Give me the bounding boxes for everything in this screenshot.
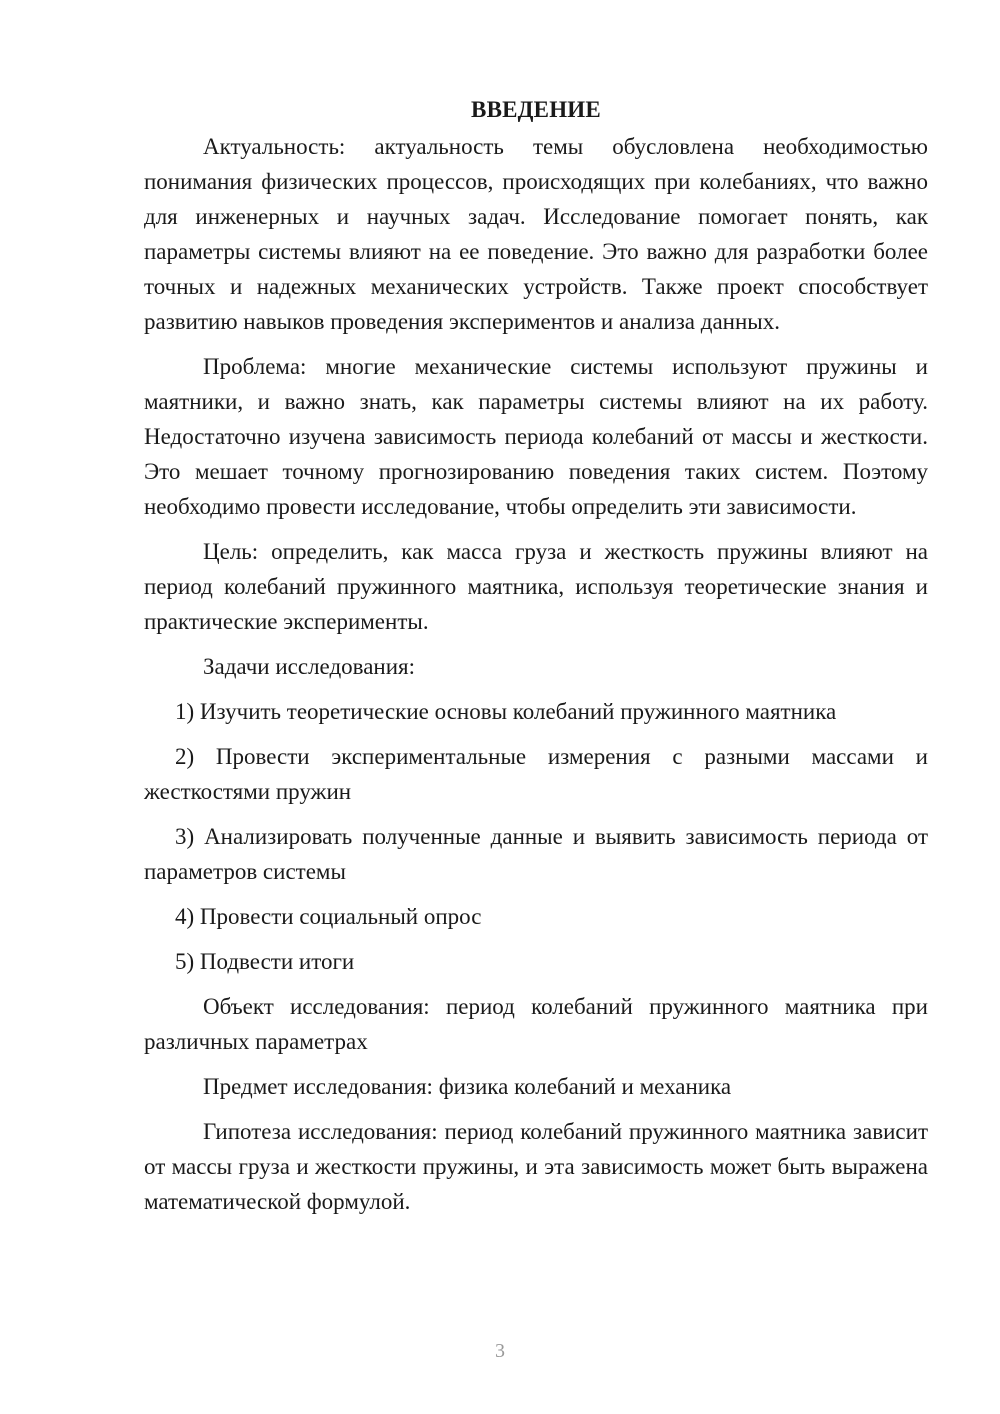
task-item-5: 5) Подвести итоги: [175, 949, 355, 974]
relevance-paragraph: Актуальность: актуальность темы обусловлена необходимостью понимания физических процессов, происходящих при колебаниях, что важно для инженерных и научных задач. Исследование помогает понять, как параметры системы влияют на ее поведение. Это важно для разработки более точных и надежных механических устройств. Также проект способствует развитию навыков проведения экспериментов и анализа данных.: [144, 134, 928, 334]
problem-paragraph: Проблема: многие механические системы используют пружины и маятники, и важно знать, как параметры системы влияют на их работу. Недостаточно изучена зависимость периода колебаний от массы и жесткости. Это мешает точному прогнозированию поведения таких систем. Поэтому необходимо провести исследование, чтобы определить эти зависимости.: [144, 354, 928, 519]
page-number: 3: [495, 1340, 505, 1362]
subject-paragraph: Предмет исследования: физика колебаний и механика: [203, 1074, 732, 1099]
tasks-heading: Задачи исследования:: [203, 654, 416, 679]
object-paragraph: Объект исследования: период колебаний пружинного маятника при различных параметрах: [144, 994, 928, 1054]
page-title: ВВЕДЕНИЕ: [471, 97, 601, 122]
page-content: [144, 92, 928, 1219]
hypothesis-paragraph: Гипотеза исследования: период колебаний пружинного маятника зависит от массы груза и жесткости пружины, и эта зависимость может быть выражена математической формулой.: [144, 1119, 928, 1214]
task-item-2: 2) Провести экспериментальные измерения с разными массами и жесткостями пружин: [144, 744, 928, 804]
task-item-1: 1) Изучить теоретические основы колебаний пружинного маятника: [175, 699, 837, 724]
goal-paragraph: Цель: определить, как масса груза и жесткость пружины влияют на период колебаний пружинного маятника, используя теоретические знания и практические эксперименты.: [144, 539, 928, 634]
task-item-3: 3) Анализировать полученные данные и выявить зависимость периода от параметров системы: [144, 824, 928, 884]
task-item-4: 4) Провести социальный опрос: [175, 904, 482, 929]
